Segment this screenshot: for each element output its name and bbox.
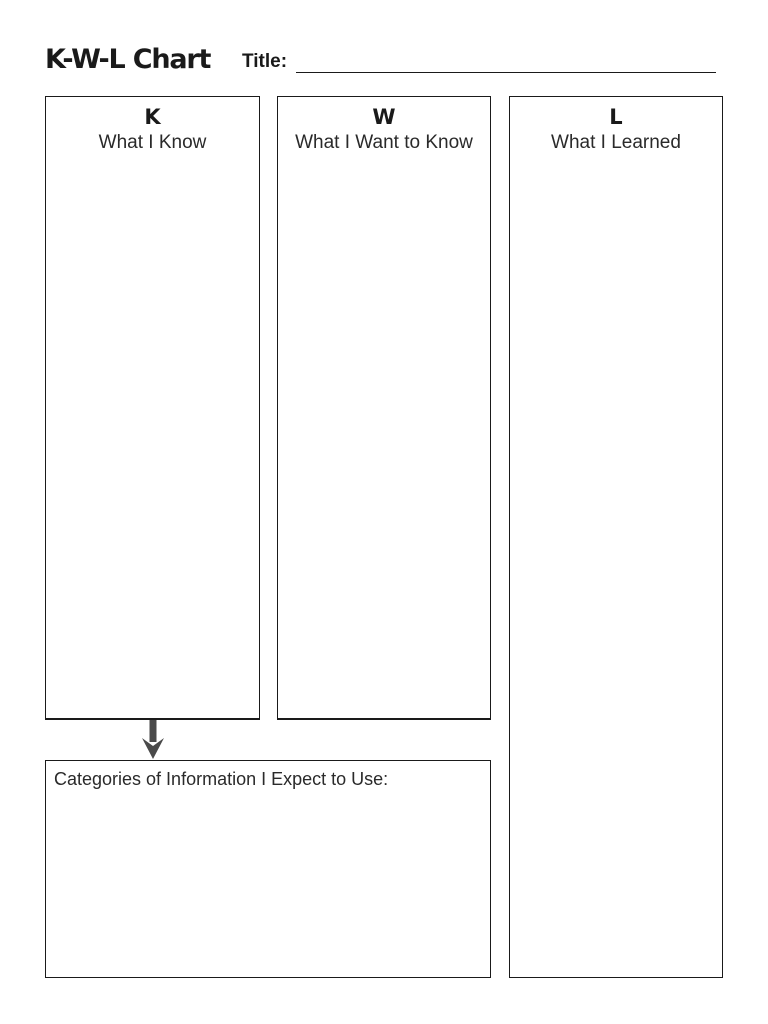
learned-column[interactable] — [509, 96, 723, 978]
want-column-letter: W — [372, 105, 396, 129]
want-column-caption: What I Want to Know — [295, 132, 473, 153]
categories-label: Categories of Information I Expect to Use: — [54, 769, 389, 789]
know-column-letter: K — [144, 105, 161, 129]
down-arrow-icon — [141, 720, 165, 760]
want-column-bottom-rule — [277, 718, 491, 720]
learned-column-caption: What I Learned — [551, 132, 681, 153]
learned-column-letter: L — [609, 105, 623, 129]
page-title: K-W-L Chart — [45, 44, 211, 75]
know-column-caption: What I Know — [98, 132, 207, 153]
title-input-line[interactable] — [296, 72, 716, 73]
know-column[interactable] — [45, 96, 260, 720]
want-column[interactable] — [277, 96, 491, 720]
categories-box[interactable] — [45, 760, 491, 978]
title-label: Title: — [242, 51, 288, 72]
